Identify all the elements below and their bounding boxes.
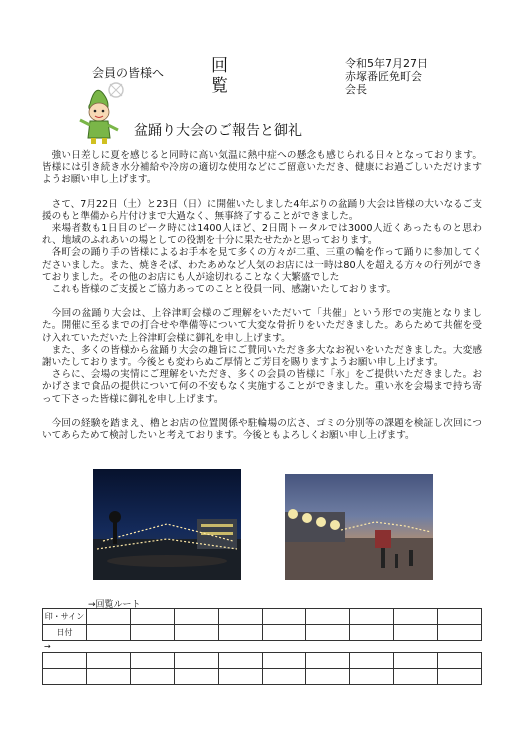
route-cell[interactable] (130, 653, 174, 669)
sign-cell[interactable] (306, 609, 350, 625)
route-label-text: →回覧ルート (88, 600, 141, 610)
notice-title: 盆踊り大会のご報告と御礼 (134, 123, 302, 139)
paragraph: 強い日差しに夏を感じると同時に高い気温に熱中症への懸念も感じられる日々となっております。皆様には引き続き水分補給や冷房の適切な使用などにご留意いただき、健康にお過ごしいただけますようお願い申し上げます。 (42, 150, 482, 186)
date-cell[interactable] (174, 625, 218, 641)
route-cell[interactable] (350, 669, 394, 685)
sign-cell[interactable] (87, 609, 131, 625)
paragraph: さらに、会場の実情にご理解をいただき、多くの会員の皆様に「氷」をご提供いただきました。おかげさまで食品の提供について何の不安もなく実施することができました。重い氷を会場まで持ち寄って下さった皆様に御礼を申し上げます。 (42, 369, 482, 405)
date-cell[interactable] (438, 625, 482, 641)
date-cell[interactable] (262, 625, 306, 641)
date-cell[interactable] (350, 625, 394, 641)
org-line: 赤塚番匠免町会 (345, 70, 422, 83)
date-cell[interactable] (306, 625, 350, 641)
mascot-illustration (76, 78, 128, 146)
route-cell[interactable] (394, 653, 438, 669)
sign-cell[interactable] (130, 609, 174, 625)
table-row (43, 669, 482, 685)
date-line: 令和5年7月27日 (345, 57, 428, 70)
paragraph: これも皆様のご支援とご協力あってのことと役員一同、感謝いたしております。 (51, 284, 397, 296)
table-row (43, 653, 482, 669)
route-cell[interactable] (350, 653, 394, 669)
date-cell[interactable] (218, 625, 262, 641)
kairan-route-table-2 (42, 652, 482, 685)
route-cell[interactable] (262, 669, 306, 685)
paragraph: また、多くの皆様から盆踊り大会の趣旨にご賛同いただき多大なお祝いをいただきました。大変感謝いたしております。今後とも変わらぬご厚情とご芳目を賜りますようお願い申し上げます。 (42, 344, 482, 369)
route-cell[interactable] (43, 653, 87, 669)
route-cell[interactable] (87, 653, 131, 669)
table-row (43, 609, 482, 625)
role-line: 会長 (345, 83, 367, 96)
route-cell[interactable] (174, 669, 218, 685)
route-cell[interactable] (306, 653, 350, 669)
route-cell[interactable] (438, 653, 482, 669)
paragraph: 今回の盆踊り大会は、上谷津町会様のご理解をいただいて「共催」という形での実施となりました。開催に至るまでの打合せや準備等について大変な骨折りをいただきました。あらためて共催を受け入れていただいた上谷津町会様に御礼を申し上げます。 (42, 308, 482, 344)
sign-cell[interactable] (350, 609, 394, 625)
route-cell[interactable] (43, 669, 87, 685)
route-arrow: → (44, 642, 51, 651)
route-cell[interactable] (130, 669, 174, 685)
route-cell[interactable] (87, 669, 131, 685)
route-cell[interactable] (218, 653, 262, 669)
route-cell[interactable] (218, 669, 262, 685)
sign-cell[interactable] (174, 609, 218, 625)
festival-photo-dusk (285, 474, 433, 580)
route-cell[interactable] (174, 653, 218, 669)
route-cell[interactable] (438, 669, 482, 685)
route-cell[interactable] (306, 669, 350, 685)
paragraph: 来場者数も1日目のピーク時には1400人ほど、2日間トータルでは3000人近くあったものと思われ、地域のふれあいの場としての役割を十分に果たせたかと思っております。 (42, 223, 482, 247)
paragraph-gap (42, 406, 482, 418)
date-cell[interactable] (87, 625, 131, 641)
sign-cell[interactable] (438, 609, 482, 625)
kairan-char-2: 覧 (211, 76, 230, 96)
kairan-mark (211, 56, 230, 96)
paragraph: 各町会の踊り手の皆様によるお手本を見て多くの方々が二重、三重の輪を作って踊りに参加してくださいました。また、焼きそば、わたあめなど人気のお店には一時は80人を超える方々の行列ができておりました。その他のお店にも人が途切れることなく大繁盛でした (42, 247, 482, 283)
table-row (43, 625, 482, 641)
sender-block (345, 57, 428, 96)
paragraph: 今回の経験を踏まえ、櫓とお店の位置関係や駐輪場の広さ、ゴミの分別等の課題を検証し次回についてあらためて検討したいと考えております。今後ともよろしくお願い申し上げます。 (42, 417, 482, 442)
sign-cell[interactable] (394, 609, 438, 625)
festival-photo-night (93, 469, 241, 580)
kairan-route-table (42, 608, 482, 641)
route-cell[interactable] (394, 669, 438, 685)
recipient-line: 会員の皆様へ (92, 66, 165, 80)
date-cell[interactable] (394, 625, 438, 641)
sign-cell[interactable] (262, 609, 306, 625)
kairan-char-1: 回 (211, 56, 230, 76)
row-header-sign: 印・サイン (43, 609, 87, 625)
sign-cell[interactable] (218, 609, 262, 625)
paragraph-gap (42, 296, 482, 308)
paragraph-gap (42, 187, 482, 199)
paragraph: さて、7月22日（土）と23日（日）に開催いたしました4年ぶりの盆踊り大会は皆様の大いなるご支援のもと準備から片付けまで大過なく、無事終了することができました。 (42, 198, 482, 222)
body-text (42, 150, 482, 442)
date-cell[interactable] (130, 625, 174, 641)
row-header-date: 日付 (43, 625, 87, 641)
route-cell[interactable] (262, 653, 306, 669)
